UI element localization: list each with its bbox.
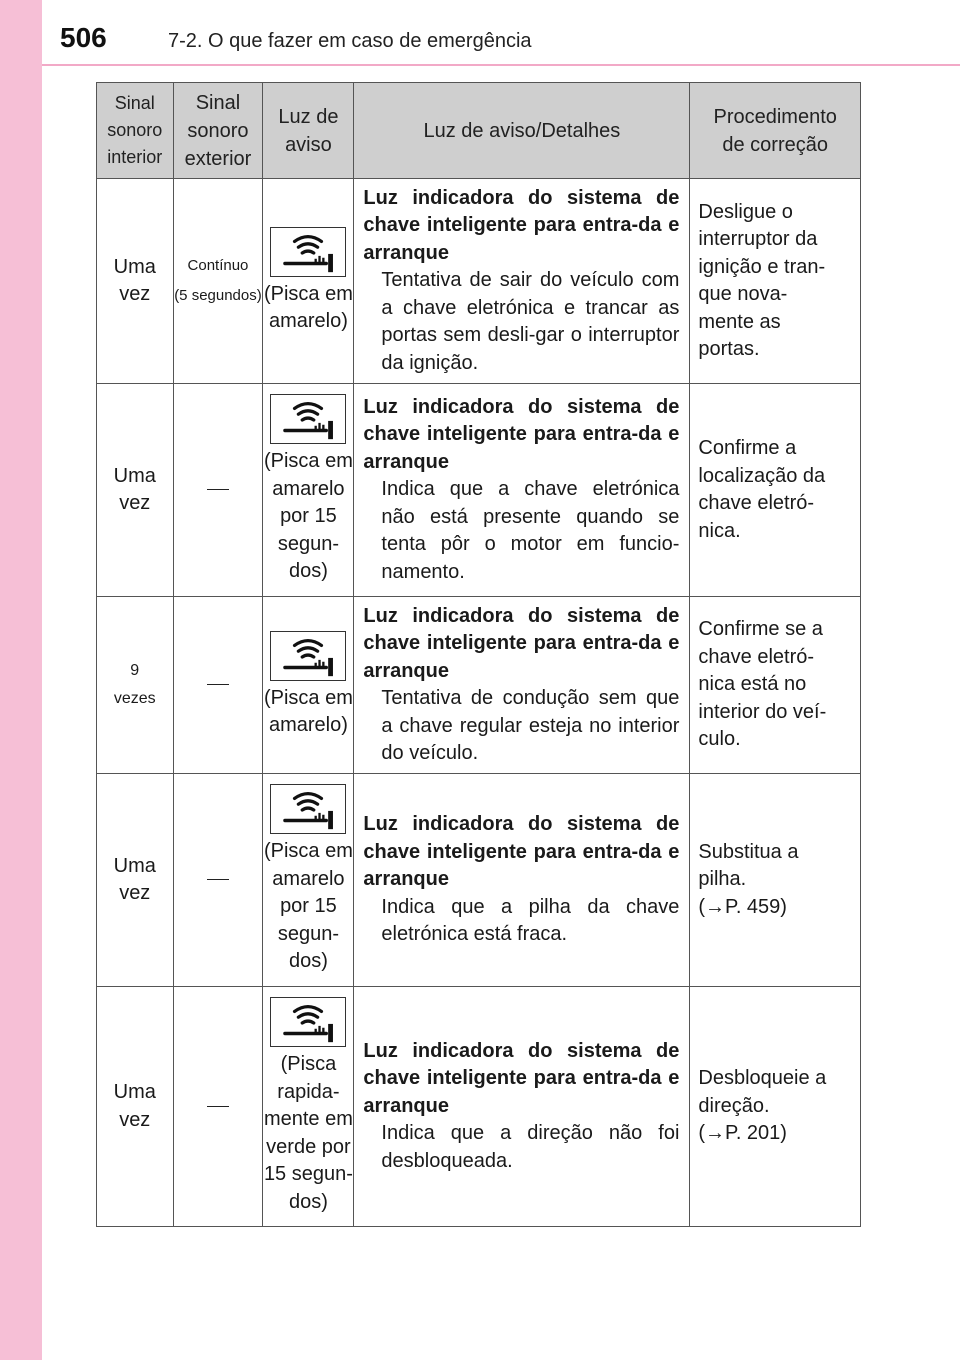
table-row: [97, 179, 861, 384]
left-margin-band: [0, 0, 42, 1360]
table-row: [97, 597, 861, 774]
header-interior-buzzer: Sinal sonoro interior: [97, 83, 174, 179]
header-details: Luz de aviso/Detalhes: [354, 83, 690, 179]
cell-exterior: [173, 774, 263, 987]
warning-table: [96, 82, 861, 1227]
smart-key-indicator-icon: [270, 227, 346, 277]
dash-icon: [207, 489, 229, 490]
cell-interior: Uma vez: [97, 774, 174, 987]
table-header-row: [97, 83, 861, 179]
cell-warning-light: (Pisca em amarelo): [263, 597, 354, 774]
cell-details: Luz indicadora do sistema de chave inteligente para entra-da e arranque Tentativa de sair do veículo com a chave eletrónica e trancar as portas sem desli-gar o interruptor da ignição.: [354, 179, 690, 384]
dash-icon: [207, 1106, 229, 1107]
smart-key-indicator-icon: [270, 631, 346, 681]
cell-warning-light: (Pisca em amarelo): [263, 179, 354, 384]
header-divider: [42, 64, 960, 66]
cell-procedure: Desligue o interruptor da ignição e tran- que nova- mente as portas.: [690, 179, 861, 384]
cell-warning-light: (Pisca em amarelo por 15 segun- dos): [263, 384, 354, 597]
cell-exterior: [173, 597, 263, 774]
dash-icon: [207, 879, 229, 880]
cell-details: Luz indicadora do sistema de chave inteligente para entra-da e arranque Indica que a direção não foi desbloqueada.: [354, 987, 690, 1227]
cell-procedure: Substitua a pilha. (→P. 459): [690, 774, 861, 987]
dash-icon: [207, 684, 229, 685]
cell-exterior: [173, 384, 263, 597]
header-warning-light: Luz de aviso: [263, 83, 354, 179]
section-title: 7-2. O que fazer em caso de emergência: [168, 30, 532, 52]
cell-details: Luz indicadora do sistema de chave inteligente para entra-da e arranque Tentativa de condução sem que a chave regular esteja no interior do veículo.: [354, 597, 690, 774]
smart-key-indicator-icon: [270, 394, 346, 444]
cell-warning-light: (Pisca rapida- mente em verde por 15 segun- dos): [263, 987, 354, 1227]
table-row: [97, 384, 861, 597]
cell-details: Luz indicadora do sistema de chave inteligente para entra-da e arranque Indica que a chave eletrónica não está presente quando se tenta pôr o motor em funcio-namento.: [354, 384, 690, 597]
cell-procedure: Desbloqueie a direção. (→P. 201): [690, 987, 861, 1227]
table-row: [97, 987, 861, 1227]
cell-warning-light: (Pisca em amarelo por 15 segun- dos): [263, 774, 354, 987]
cell-exterior: [173, 987, 263, 1227]
cell-procedure: Confirme se a chave eletró- nica está no interior do veí- culo.: [690, 597, 861, 774]
table-row: [97, 774, 861, 987]
cell-procedure: Confirme a localização da chave eletró- nica.: [690, 384, 861, 597]
cell-exterior: Contínuo (5 segundos): [173, 179, 263, 384]
cell-interior: 9 vezes: [97, 597, 174, 774]
page-number: 506: [60, 22, 107, 53]
cell-interior: Uma vez: [97, 987, 174, 1227]
smart-key-indicator-icon: [270, 997, 346, 1047]
cell-interior: Uma vez: [97, 179, 174, 384]
smart-key-indicator-icon: [270, 784, 346, 834]
cell-details: Luz indicadora do sistema de chave inteligente para entra-da e arranque Indica que a pilha da chave eletrónica está fraca.: [354, 774, 690, 987]
header-exterior-buzzer: Sinal sonoro exterior: [173, 83, 263, 179]
header-procedure: Procedimento de correção: [690, 83, 861, 179]
cell-interior: Uma vez: [97, 384, 174, 597]
